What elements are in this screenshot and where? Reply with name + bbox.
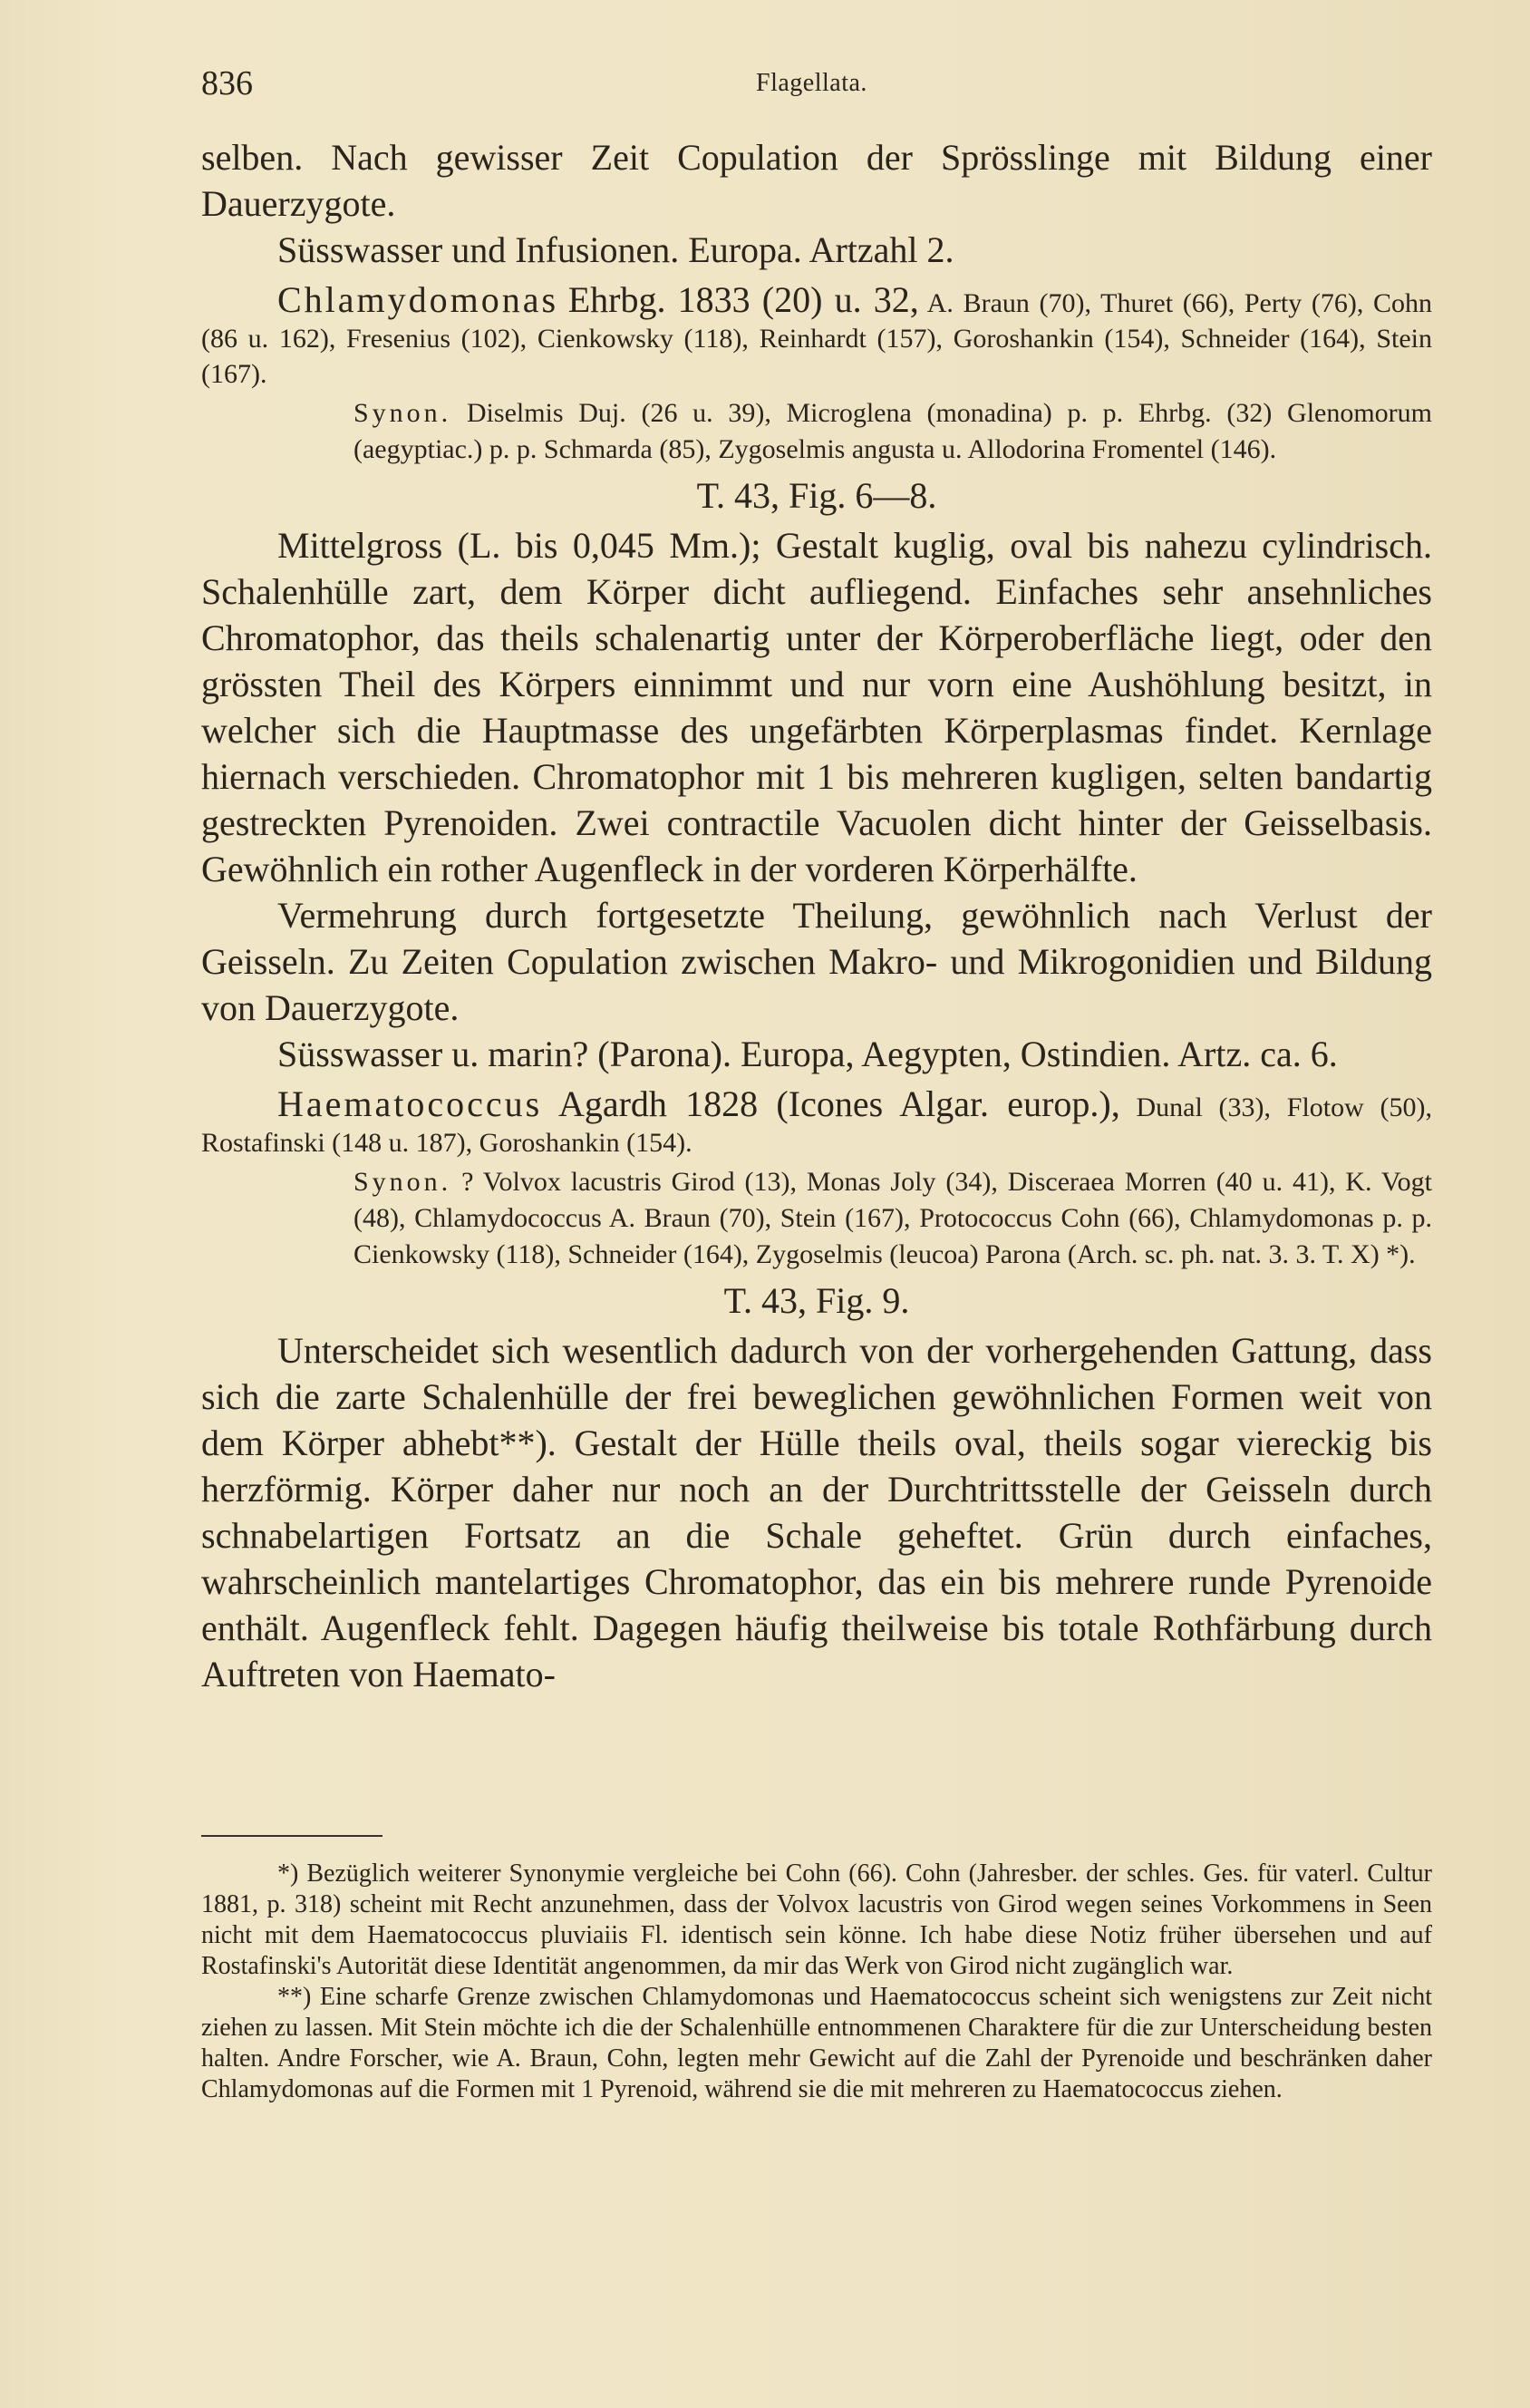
genus-references: A. Braun (70), Thuret (66), Perty (76), Cohn (86 u. 162), Fresenius (102), Cienkowsky (118), Reinhardt (157), Goroshankin (154), Schneider (164), Stein (167). bbox=[201, 288, 1432, 389]
synonymy-haematococcus bbox=[353, 1164, 1432, 1273]
synonymy-text: ? Volvox lacustris Girod (13), Monas Joly (34), Disceraea Morren (40 u. 41), K. Vogt (48), Chlamydococcus A. Braun (70), Stein (167), Protococcus Cohn (66), Chlamydomonas p. p. Cienkowsky (118), Schneider (164), Zygoselmis (leucoa) Parona (Arch. sc. ph. nat. 3. 3. T. X) *). bbox=[353, 1167, 1432, 1269]
genus-name: Chlamydomonas bbox=[277, 279, 559, 320]
synonymy-label: Synon. bbox=[353, 398, 452, 428]
main-text bbox=[201, 134, 1432, 1697]
synonymy-text: Diselmis Duj. (26 u. 39), Microglena (monadina) p. p. Ehrbg. (32) Glenomorum (aegyptiac.) p. p. Schmarda (85), Zygoselmis angusta u. Allodorina Fromentel (146). bbox=[353, 398, 1433, 464]
synonymy-chlamydomonas bbox=[353, 395, 1432, 468]
paragraph-continuation: selben. Nach gewisser Zeit Copulation der Sprösslinge mit Bildung einer Dauerzygote. bbox=[201, 137, 1432, 224]
description-paragraph: Unterscheidet sich wesentlich dadurch von der vorhergehenden Gattung, dass sich die zarte Schalenhülle der frei beweglichen gewöhnlichen Formen weit von dem Körper abhebt**). Gestalt der Hülle theils oval, theils sogar viereckig bis herzförmig. Körper daher nur noch an der Durchtrittsstelle der Geisseln durch schnabelartigen Fortsatz an die Schale geheftet. Grün durch einfaches, wahrscheinlich mantelartiges Chromatophor, das ein bis mehrere runde Pyrenoide enthält. Augenfleck fehlt. Dagegen häufig theilweise bis totale Rothfärbung durch Auftreten von Haemato- bbox=[201, 1330, 1432, 1694]
genus-entry-chlamydomonas bbox=[201, 279, 1432, 392]
page-number: 836 bbox=[201, 64, 253, 102]
genus-name: Haematococcus bbox=[277, 1083, 543, 1124]
habitat-line: Süsswasser u. marin? (Parona). Europa, Aegypten, Ostindien. Artz. ca. 6. bbox=[277, 1034, 1338, 1074]
synonymy-label: Synon. bbox=[353, 1167, 452, 1197]
genus-entry-haematococcus bbox=[201, 1083, 1433, 1160]
footnote-rule bbox=[201, 1835, 382, 1837]
page-header bbox=[201, 63, 1430, 109]
description-paragraph: Mittelgross (L. bis 0,045 Mm.); Gestalt kuglig, oval bis nahezu cylindrisch. Schalenhülle zart, dem Körper dicht aufliegend. Einfaches sehr ansehnliches Chromatophor, das theils schalenartig unter der Körperoberfläche liegt, oder den grössten Theil des Körpers einnimmt und nur vorn eine Aushöhlung besitzt, in welcher sich die Hauptmasse des ungefärbten Körperplasmas findet. Kernlage hiernach verschieden. Chromatophor mit 1 bis mehreren kugligen, selten bandartig gestreckten Pyrenoiden. Zwei contractile Vacuolen dicht hinter der Geisselbasis. Gewöhnlich ein rother Augenfleck in der vorderen Körperhälfte. bbox=[201, 525, 1432, 889]
plate-reference: T. 43, Fig. 9. bbox=[723, 1280, 910, 1321]
footnote-1: *) Bezüglich weiterer Synonymie vergleiche bei Cohn (66). Cohn (Jahresber. der schles. Ges. für vaterl. Cultur 1881, p. 318) scheint mit Recht anzunehmen, dass der Volvox lacustris von Girod wegen seines Vorkommens in Seen nicht mit dem Haematococcus pluviaiis Fl. identisch sein könne. Ich habe diese Notiz früher übersehen und auf Rostafinski's Autorität diese Identität angenommen, da mir das Werk von Girod nicht zugänglich war. bbox=[201, 1859, 1432, 1980]
running-head: Flagellata. bbox=[756, 69, 867, 97]
genus-authority: Agardh 1828 (Icones Algar. europ.), bbox=[557, 1083, 1120, 1124]
footnotes bbox=[201, 1859, 1432, 2105]
genus-authority: Ehrbg. 1833 (20) u. 32, bbox=[567, 279, 919, 320]
footnote-2: **) Eine scharfe Grenze zwischen Chlamydomonas und Haematococcus scheint sich wenigstens zur Zeit nicht ziehen zu lassen. Mit Stein möchte ich die der Schalenhülle entnommenen Charaktere für die zur Unterscheidung besten halten. Andre Forscher, wie A. Braun, Cohn, legten mehr Gewicht auf die Zahl der Pyrenoide und beschränken daher Chlamydomonas auf die Formen mit 1 Pyrenoid, während sie die mit mehreren zu Haematococcus ziehen. bbox=[201, 1983, 1432, 2103]
plate-reference: T. 43, Fig. 6—8. bbox=[696, 475, 937, 516]
habitat-line: Süsswasser und Infusionen. Europa. Artzahl 2. bbox=[277, 229, 954, 270]
genus-references: Dunal (33), Flotow (50), Rostafinski (148 u. 187), Goroshankin (154). bbox=[201, 1092, 1433, 1158]
reproduction-paragraph: Vermehrung durch fortgesetzte Theilung, gewöhnlich nach Verlust der Geisseln. Zu Zeiten Copulation zwischen Makro- und Mikrogonidien und Bildung von Dauerzygote. bbox=[201, 895, 1432, 1028]
